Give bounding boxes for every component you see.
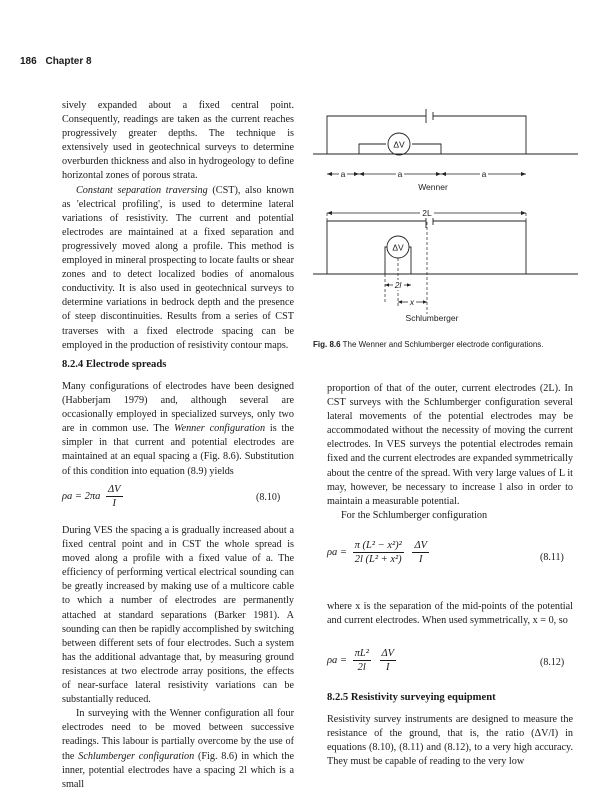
wenner-spacing-a-1: a (340, 169, 346, 179)
section-heading-equipment: 8.2.5 Resistivity surveying equipment (327, 692, 496, 703)
equation-label-8-10: (8.10) (256, 492, 281, 503)
figure-electrode-configurations (313, 92, 578, 332)
paragraph-schlumberger-proportion: proportion of that of the outer, current electrodes (2L). In CST surveys with the Schlumberger configuration several lateral movements of the potential electrodes may be accommodated without the necessity of moving the current electrodes. In VES surveys the potential electrodes remain fixed and the current electrodes are expanded symmetrically about the centre of the spread. With very large values of L it may, however, be necessary to increase l also in order to maintain a measurable potential. (327, 383, 573, 507)
schlumberger-x-label: x (409, 297, 415, 307)
equation-8-11: ρa = $\frac{\text{π (L² − x²)²}}{\text{2l (L² + x²)}}$ $\frac{\Delta V}{I}$ (327, 540, 428, 565)
schlumberger-arrowhead (407, 283, 411, 287)
schlumberger-arrowhead (385, 283, 389, 287)
paragraph-ves-intro: sively expanded about a fixed central point. Consequently, readings are taken as the current reaches progressively greater depths. The technique is extensively used in geotechnical surveys to determine overburden thickness and also in hydrogeology to define horizontal zones of porous strata. (62, 100, 294, 182)
wenner-spacing-a-3: a (481, 169, 487, 179)
schlumberger-potential-wire-left (385, 247, 387, 274)
wenner-arrowhead (359, 172, 364, 176)
wenner-current-wire-left (327, 116, 426, 154)
schlumberger-2L-label: 2L (422, 208, 432, 218)
wenner-potential-wire-left (359, 144, 386, 154)
wenner-arrowhead (441, 172, 446, 176)
left-column-spreads (62, 380, 294, 479)
equation-8-12: ρa = $\frac{\text{πL²}}{2l}$ $\frac{\Delta V}{I}$ (327, 648, 395, 673)
schlumberger-arrowhead (423, 300, 427, 304)
wenner-arrowhead (354, 172, 359, 176)
schlumberger-potential-wire-right (409, 247, 411, 274)
wenner-spacing-a-2: a (397, 169, 403, 179)
wenner-current-wire-right (433, 116, 526, 154)
paragraph-schlumberger-config: For the Schlumberger configuration (341, 509, 488, 521)
paragraph-cst: Constant separation traversing (CST), also known as 'electrical profiling', is used to determine lateral variations of resistivity. The current and potential electrodes are maintained at a fixed separation and progressively moved along a profile. This method is employed in mineral prospecting to locate faults or shear zones and to detect localized bodies of anomalous conductivity. It is also used in geotechnical surveys to determine variations in bedrock depth and the presence of steep discontinuities. Results from a series of CST traverses with a fixed electrode spacing can be employed in the production of resistivity contour maps. (62, 184, 294, 351)
schlumberger-meter-label: ΔV (392, 242, 404, 253)
schlumberger-title: Schlumberger (405, 313, 459, 323)
wenner-meter-label: ΔV (393, 139, 405, 150)
left-column-ves (62, 524, 294, 792)
wenner-arrowhead (521, 172, 526, 176)
page-number: 186 (20, 56, 37, 67)
schlumberger-arrowhead (521, 211, 526, 215)
paragraph-equipment: Resistivity survey instruments are designed to measure the resistance of the ground, that is, the ratio (ΔV/I) in equations (8.10), (8.11) and (8.12), to a very high accuracy. They must be capable of reading to the very low (327, 714, 573, 768)
right-column-equipment (327, 713, 573, 769)
schlumberger-arrowhead (398, 300, 402, 304)
wenner-arrowhead (327, 172, 332, 176)
equation-8-10: ρa = 2πa $\frac{\Delta V}{I}$ (62, 484, 121, 509)
equation-label-8-11: (8.11) (540, 552, 564, 563)
running-header (20, 56, 92, 67)
left-column-top (62, 99, 294, 353)
term-cst: Constant separation traversing (76, 184, 208, 196)
paragraph-configurations: Many configurations of electrodes have been designed (Habberjam 1979) and, although several are occasionally employed in specialized surveys, only two are in common use. The Wenner configuration is the simpler in that current and potential electrodes are maintained at an equal spacing a (Fig. 8.6). Substitution of this condition into equation (8.9) yields (62, 381, 295, 477)
schlumberger-arrowhead (327, 211, 332, 215)
chapter-title: Chapter 8 (45, 56, 92, 67)
wenner-potential-wire-right (412, 144, 441, 154)
equation-label-8-12: (8.12) (540, 657, 565, 668)
paragraph-schlumberger: In surveying with the Wenner configuration all four electrodes need to be moved between successive readings. This labour is partially overcome by the use of the Schlumberger configuration (Fig. 8.6) in which the inner, potential electrodes have a spacing 2l which is a small (62, 708, 294, 790)
wenner-title: Wenner (418, 182, 448, 192)
term-schlumberger: Schlumberger configuration (78, 750, 195, 762)
schlumberger-current-wire-right (433, 221, 526, 274)
section-heading-electrode-spreads: 8.2.4 Electrode spreads (62, 359, 167, 370)
paragraph-symmetric: where x is the separation of the mid-points of the potential and current electrodes. When used symmetrically, x = 0, so (327, 601, 573, 627)
wenner-arrowhead (436, 172, 441, 176)
figure-caption: Fig. 8.6 The Wenner and Schlumberger electrode configurations. (313, 340, 544, 349)
paragraph-ves-spacing: During VES the spacing a is gradually increased about a fixed central point and in CST the whole spread is moved along a profile with a fixed value of a. The efficiency of performing vertical electrical sounding can be greatly increased by making use of a multicore cable to which a number of electrodes are permanently attached at standard separations (Barker 1981). A sounding can then be rapidly accomplished by switching between different sets of four electrodes. Such a system has the additional advantage that, by measuring ground resistances at two electrode array positions, the effects of near-surface lateral resistivity variations can be substantially reduced. (62, 525, 294, 706)
figure-caption-label: Fig. 8.6 (313, 340, 341, 349)
term-wenner: Wenner configuration (174, 423, 266, 435)
right-column-where (327, 600, 573, 628)
right-column-top (327, 382, 573, 523)
schlumberger-2l-label: 2l (394, 280, 402, 290)
